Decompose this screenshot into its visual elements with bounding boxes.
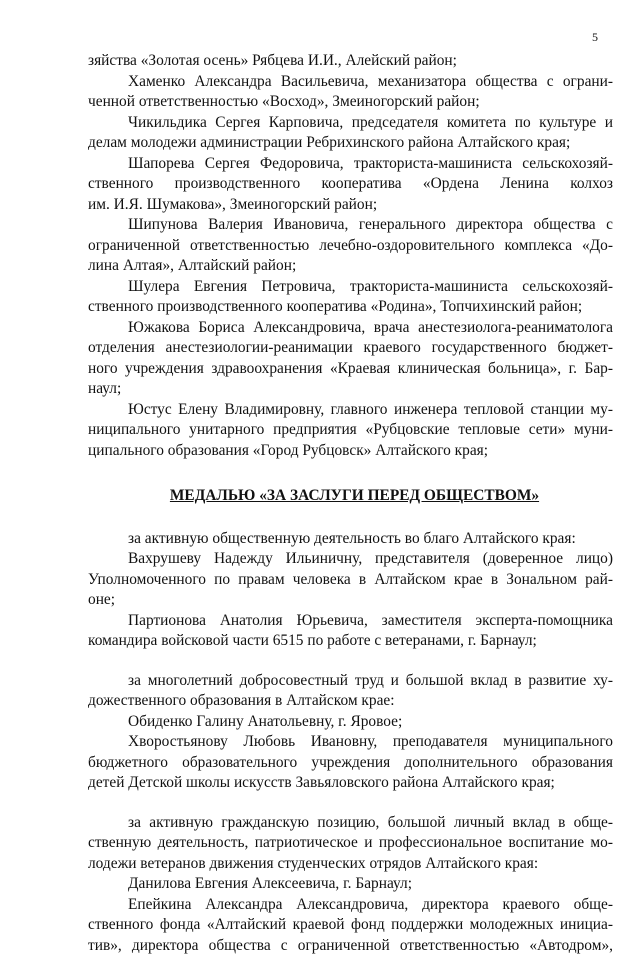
text-line: Епейкина Александра Александровича, директора краевого обще-	[88, 895, 613, 916]
text-line: ственную деятельность, патриотическое и профессиональное воспитание мо-	[88, 833, 613, 854]
text-line: Партионова Анатолия Юрьевича, заместителя эксперта-помощника	[88, 611, 613, 632]
text-line: детей Детской школы искусств Завьяловского района Алтайского края;	[88, 773, 613, 794]
text-line: бюджетного образовательного учреждения дополнительного образования	[88, 753, 613, 774]
spacer	[88, 507, 613, 529]
text-line: наул;	[88, 379, 613, 400]
text-line: Хворостьянову Любовь Ивановну, преподавателя муниципального	[88, 732, 613, 753]
award-list-block-4	[88, 813, 613, 956]
text-line: тив», директора общества с ограниченной ответственностью «Автодром»,	[88, 936, 613, 956]
text-line: лодежи ветеранов движения студенческих отрядов Алтайского края:	[88, 854, 613, 875]
text-line: за активную гражданскую позицию, большой личный вклад в обще-	[88, 813, 613, 834]
text-line: Уполномоченного по правам человека в Алтайском крае в Зональном рай-	[88, 570, 613, 591]
text-line: за многолетний добросовестный труд и большой вклад в развитие ху-	[88, 671, 613, 692]
text-line: командира войсковой части 6515 по работе с ветеранами, г. Барнаул;	[88, 631, 613, 652]
text-line: ственного производственного кооператива «Родина», Топчихинский район;	[88, 297, 613, 318]
text-line: ственного производственного кооператива «Ордена Ленина колхоз	[88, 174, 613, 195]
text-line: ченной ответственностью «Восход», Змеиногорский район;	[88, 92, 613, 113]
award-list-block-2	[88, 529, 613, 652]
text-line: ограниченной ответственностью лечебно-оздоровительного комплекса «До-	[88, 236, 613, 257]
text-line: делам молодежи администрации Ребрихинского района Алтайского края;	[88, 133, 613, 154]
text-line: Шипунова Валерия Ивановича, генерального директора общества с	[88, 215, 613, 236]
text-line: за активную общественную деятельность во благо Алтайского края:	[88, 529, 613, 550]
text-line: ного учреждения здравоохранения «Краевая клиническая больница», г. Бар-	[88, 359, 613, 380]
text-line: ципального образования «Город Рубцовск» Алтайского края;	[88, 441, 613, 462]
text-line: Вахрушеву Надежду Ильиничну, представителя (доверенное лицо)	[88, 549, 613, 570]
section-heading: МЕДАЛЬЮ «ЗА ЗАСЛУГИ ПЕРЕД ОБЩЕСТВОМ»	[88, 486, 613, 507]
page-number: 5	[592, 30, 598, 44]
text-line: Хаменко Александра Васильевича, механизатора общества с ограни-	[88, 72, 613, 93]
text-line: Шулера Евгения Петровича, тракториста-машиниста сельскохозяй-	[88, 277, 613, 298]
text-line: Чикильдика Сергея Карповича, председателя комитета по культуре и	[88, 113, 613, 134]
text-line: Данилова Евгения Алексеевича, г. Барнаул;	[88, 874, 613, 895]
text-line: дожественного образования в Алтайском крае:	[88, 691, 613, 712]
text-line: оне;	[88, 590, 613, 611]
spacer	[88, 461, 613, 486]
text-line: зяйства «Золотая осень» Рябцева И.И., Алейский район;	[88, 51, 613, 72]
text-line: отделения анестезиологии-реанимации краевого государственного бюджет-	[88, 338, 613, 359]
text-line: Южакова Бориса Александровича, врача анестезиолога-реаниматолога	[88, 318, 613, 339]
document-body	[88, 51, 613, 956]
text-line: Юстус Елену Владимировну, главного инженера тепловой станции му-	[88, 400, 613, 421]
award-list-block-1	[88, 51, 613, 461]
text-line: им. И.Я. Шумакова», Змеиногорский район;	[88, 195, 613, 216]
text-line: Обиденко Галину Анатольевну, г. Яровое;	[88, 712, 613, 733]
spacer	[88, 652, 613, 671]
spacer	[88, 794, 613, 813]
text-line: ниципального унитарного предприятия «Рубцовские тепловые сети» муни-	[88, 420, 613, 441]
text-line: ственного фонда «Алтайский краевой фонд поддержки молодежных инициа-	[88, 915, 613, 936]
text-line: лина Алтая», Алтайский район;	[88, 256, 613, 277]
award-list-block-3	[88, 671, 613, 794]
text-line: Шапорева Сергея Федоровича, тракториста-машиниста сельскохозяй-	[88, 154, 613, 175]
